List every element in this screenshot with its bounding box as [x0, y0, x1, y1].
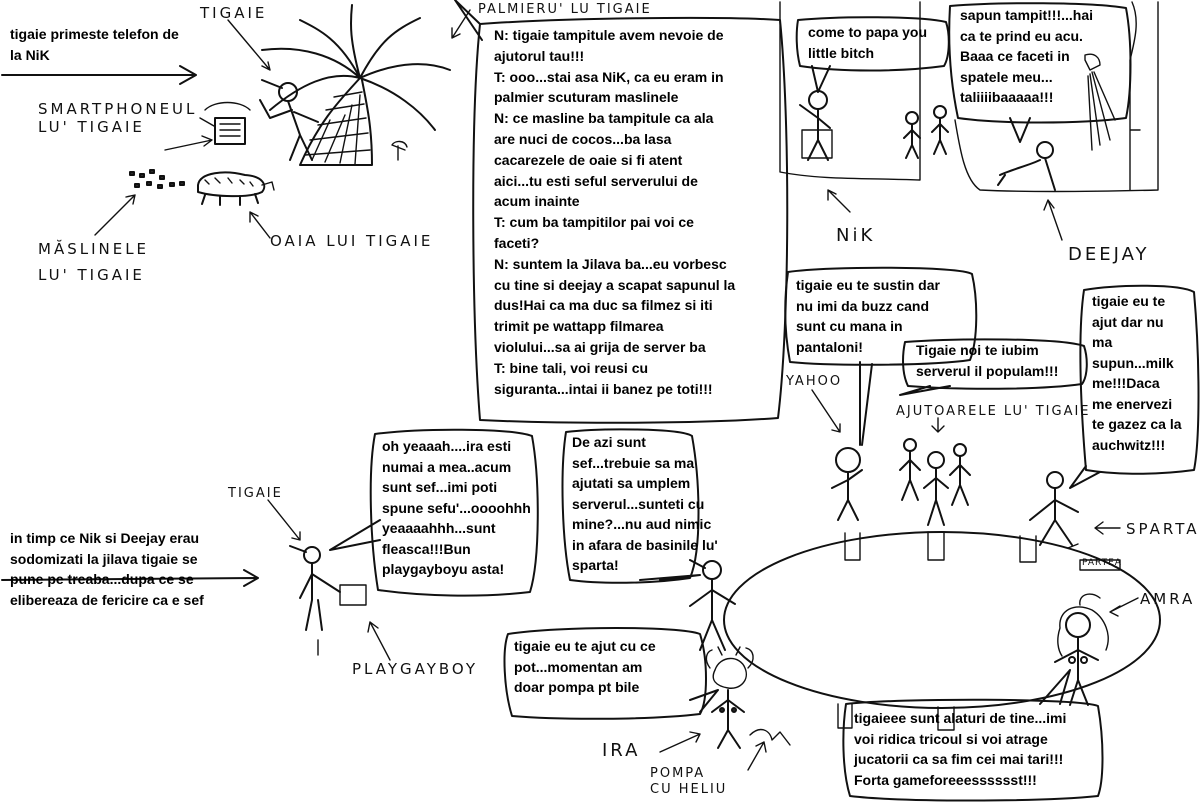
- dialog-bubble-text: N: tigaie tampitule avem nevoie de ajutorul tau!!! T: ooo...stai asa NiK, ca eu eram in palmier scuturam maslinele N: ce masline ba tampitule ca ala are nuci de cocos...ba lasa cacarezele de oaie si fi atent aici...tu esti seful serverului de acum inainte T: cum ba tampitilor pai voi ce faceti? N: suntem la Jilava ba...eu vorbesc cu tine si deejay a scapat sapunul la dus!Hai ca ma duc sa filmez si iti trimit pe wattapp filmarea violului...sa ai grija de server ba T: bine tali, voi reusi cu siguranta...intai ii banez pe toti!!!: [494, 27, 736, 397]
- yahoo-bubble-text: tigaie eu te sustin dar nu imi da buzz cand sunt cu mana in pantaloni!: [796, 277, 940, 355]
- label-tigaie-top: TIGAIE: [200, 4, 268, 22]
- label-deejay: DEEJAY: [1068, 244, 1150, 265]
- nik-figure: [800, 91, 832, 160]
- label-pompa: POMPA CU HELIU: [650, 766, 728, 797]
- label-oaia: OAIA LUI TIGAIE: [270, 232, 434, 250]
- sparta-bubble-text: tigaie eu te ajut dar nu ma supun...milk me!!!Daca me enervezi te gazez ca la auchwitz!!!: [1092, 293, 1182, 453]
- tigaie-figure-mid: [290, 546, 366, 655]
- narration-middle: in timp ce Nik si Deejay erau sodomizati la jilava tigaie se pune pe treaba...dupa ce se elibereaza de fericire ca e sef: [10, 530, 204, 608]
- olives-icon: [130, 170, 184, 188]
- label-yahoo: YAHOO: [786, 374, 843, 389]
- narration-top: tigaie primeste telefon de la NiK: [10, 26, 179, 63]
- arrow-sparta: [1095, 522, 1120, 534]
- label-tigaie-mid: TIGAIE: [228, 486, 283, 501]
- ajutoare-bubble-text: Tigaie noi te iubim serverul il populam!!!: [916, 342, 1059, 379]
- arrow-ajutoare: [932, 418, 944, 432]
- label-smartphone: SMARTPHONEUL LU' TIGAIE: [38, 100, 198, 136]
- amra-figure: [1055, 594, 1108, 705]
- arrow-tigaie-top: [228, 20, 270, 70]
- label-sparta: SPARTA: [1126, 520, 1200, 538]
- arrow-deejay: [1044, 200, 1062, 240]
- tigaie-sef-bubble-text: De azi sunt sef...trebuie sa ma ajutati sa umplem serverul...sunteti cu mine?...nu aud nimic in afara de basinile lu' sparta!: [572, 434, 718, 573]
- label-masline: MĂSLINELE LU' TIGAIE: [38, 240, 150, 284]
- amra-bubble-text: tigaieee sunt alaturi de tine...imi voi ridica tricoul si voi atrage jucatorii ca sa fim cei mai tari!!! Forta gameforeeesssssst!!!: [854, 710, 1067, 788]
- label-sparta-small: PARTEA: [1082, 558, 1122, 568]
- arrow-masline: [95, 195, 135, 235]
- sparta-figure: [1030, 472, 1120, 570]
- deejay-figure: [998, 142, 1055, 190]
- ira-sef-bubble-text: oh yeaaah....ira esti numai a mea..acum sunt sef...imi poti spune sefu'...oooohhh yeaaaahhh...sunt fleasca!!!Bun playgayboyu asta!: [382, 438, 531, 577]
- sheep-icon: [198, 172, 274, 205]
- arrow-tigaie-mid: [268, 500, 300, 540]
- arrow-ira: [660, 732, 700, 752]
- ira-bubble-text: tigaie eu te ajut cu ce pot...momentan am doar pompa pt bile: [514, 638, 656, 695]
- label-amra: AMRA: [1140, 590, 1196, 608]
- arrow-amra: [1110, 598, 1138, 616]
- ira-figure: [706, 647, 790, 748]
- label-ira: IRA: [602, 740, 641, 761]
- deejay-bubble-text: sapun tampit!!!...hai ca te prind eu acu. Baaa ce faceti in spatele meu... taliiiibaaaaa!!!: [960, 7, 1093, 105]
- arrow-palmier: [452, 10, 470, 38]
- arrow-top-narration: [2, 66, 196, 84]
- label-playgayboy: PLAYGAYBOY: [352, 660, 479, 678]
- arrow-yahoo: [812, 390, 840, 432]
- nik-bubble-text: come to papa you little bitch: [808, 24, 928, 61]
- arrow-smartphone: [165, 136, 212, 150]
- yahoo-figure: [832, 448, 862, 520]
- label-nik: NiK: [836, 225, 876, 246]
- arrow-oaia: [250, 212, 270, 238]
- label-palmier: PALMIERU' LU TIGAIE: [478, 2, 652, 17]
- arrow-playgayboy: [368, 622, 390, 660]
- label-ajutoarele: AJUTOARELE LU' TIGAIE: [896, 404, 1091, 419]
- arrow-nik: [828, 190, 850, 212]
- nik-side-figures: [904, 106, 948, 158]
- shower-icon: [1085, 2, 1140, 190]
- tigaie-figure-top: [260, 80, 318, 160]
- palm-tree-icon: [262, 5, 450, 165]
- ajutoare-figures: [900, 439, 970, 525]
- arrow-pompa: [748, 742, 766, 770]
